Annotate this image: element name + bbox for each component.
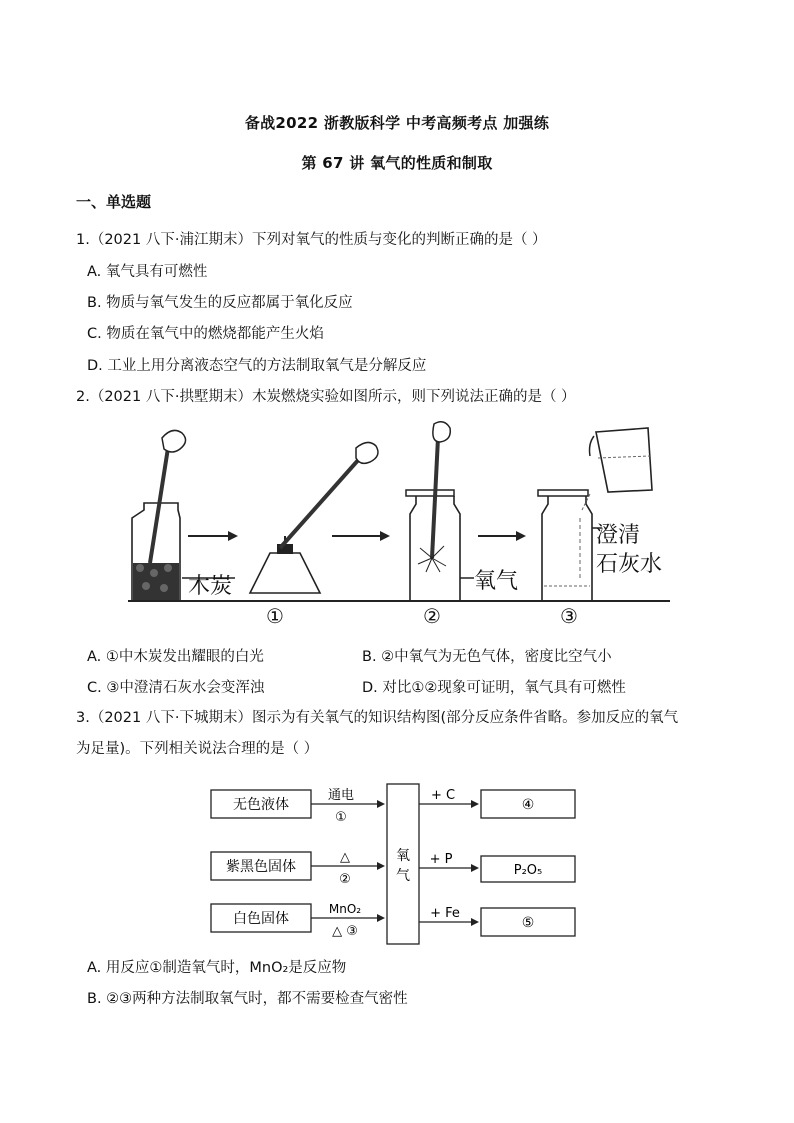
question-3-stem-line-1: 3.（2021 八下·下城期末）图示为有关氧气的知识结构图(部分反应条件省略。参加反应的氧气 — [76, 710, 679, 726]
center-oxygen-char-1: 氧 — [396, 848, 410, 864]
question-3-option-b: B. ②③两种方法制取氧气时，都不需要检查气密性 — [87, 991, 408, 1007]
product-p2o5: P₂O₅ — [513, 863, 543, 878]
product-5: ⑤ — [521, 915, 535, 931]
condition-2-number: ② — [339, 872, 351, 887]
oxygen-bottle — [406, 422, 460, 601]
question-1-option-a: A. 氧气具有可燃性 — [87, 264, 208, 280]
condition-catalyst: MnO₂ — [328, 902, 362, 916]
source-white-solid: 白色固体 — [233, 911, 289, 927]
oxygen-knowledge-diagram — [205, 780, 585, 950]
question-2-stem: 2.（2021 八下·拱墅期末）木炭燃烧实验如图所示，则下列说法正确的是（ ） — [76, 389, 576, 405]
condition-heat-2: △ — [340, 850, 350, 865]
question-2-option-d: D. 对比①②现象可证明，氧气具有可燃性 — [362, 680, 626, 696]
center-oxygen-char-2: 气 — [396, 868, 410, 884]
source-purple-black-solid: 紫黑色固体 — [226, 859, 296, 875]
step-3-label: ③ — [560, 604, 578, 628]
alcohol-lamp — [250, 442, 378, 593]
step-2-label: ② — [423, 604, 441, 628]
limewater-bottle — [538, 490, 592, 601]
reactant-phosphorus: + P — [429, 852, 453, 867]
section-heading: 一、单选题 — [76, 193, 152, 211]
label-charcoal: 木炭 — [188, 574, 233, 599]
bottle-with-charcoal — [132, 430, 186, 601]
charcoal-experiment-figure — [120, 418, 680, 633]
label-oxygen: 氧气 — [474, 569, 519, 594]
condition-3-number: △ ③ — [332, 924, 358, 939]
condition-electrolysis: 通电 — [327, 788, 355, 803]
label-limewater-2: 石灰水 — [596, 552, 663, 577]
question-1-option-d: D. 工业上用分离液态空气的方法制取氧气是分解反应 — [87, 358, 427, 374]
label-limewater-1: 澄清 — [596, 523, 641, 548]
reactant-iron: + Fe — [430, 906, 460, 921]
step-1-label: ① — [266, 604, 284, 628]
question-1-option-c: C. 物质在氧气中的燃烧都能产生火焰 — [87, 326, 324, 342]
page-title: 备战2022 浙教版科学 中考高频考点 加强练 — [244, 114, 550, 132]
question-2-option-b: B. ②中氧气为无色气体，密度比空气小 — [362, 649, 612, 665]
reactant-carbon: + C — [430, 788, 456, 803]
question-2-option-a: A. ①中木炭发出耀眼的白光 — [87, 649, 264, 665]
lesson-title: 第 67 讲 氧气的性质和制取 — [301, 154, 493, 172]
question-3-stem-line-2: 为足量)。下列相关说法合理的是（ ） — [76, 741, 319, 757]
question-3-option-a: A. 用反应①制造氧气时，MnO₂是反应物 — [87, 960, 347, 976]
beaker — [582, 428, 652, 510]
product-4: ④ — [521, 797, 535, 813]
question-2-option-c: C. ③中澄清石灰水会变浑浊 — [87, 680, 265, 696]
condition-1-number: ① — [335, 810, 347, 825]
question-1-option-b: B. 物质与氧气发生的反应都属于氧化反应 — [87, 295, 353, 311]
source-colorless-liquid: 无色液体 — [233, 797, 289, 813]
question-1-stem: 1.（2021 八下·浦江期末）下列对氧气的性质与变化的判断正确的是（ ） — [76, 232, 547, 248]
